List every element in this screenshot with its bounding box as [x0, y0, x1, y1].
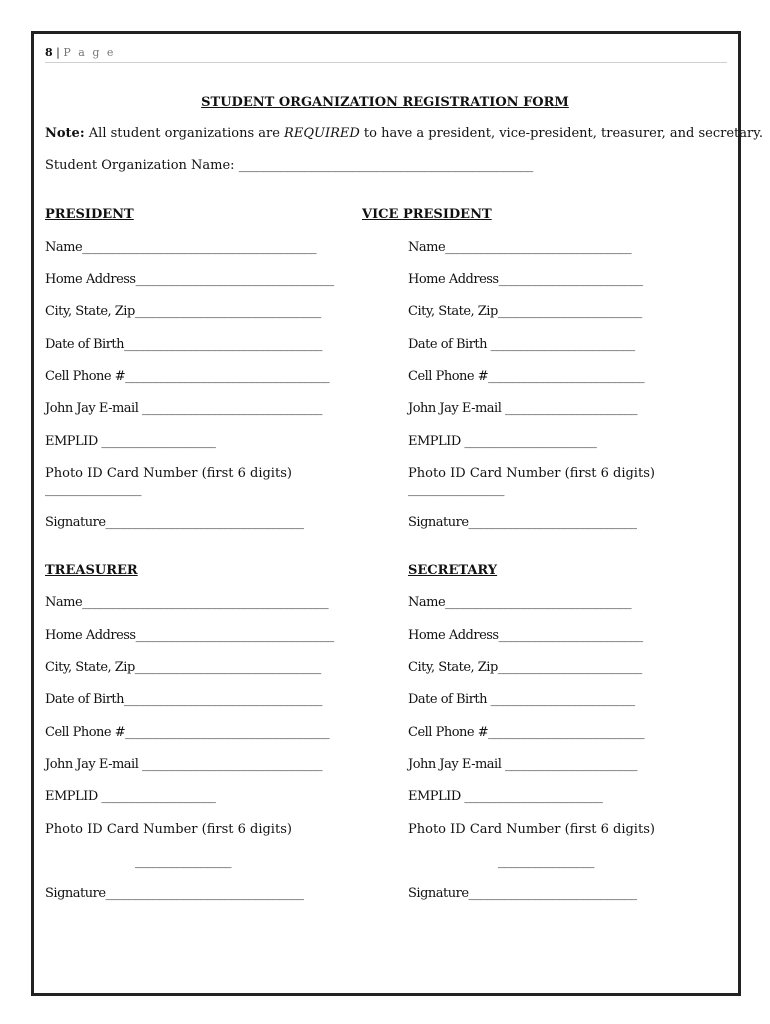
vp-photo-id-blank[interactable]: ________________ — [408, 482, 504, 497]
secretary-home-address-field[interactable]: Home Address________________________ — [408, 628, 643, 643]
page-number: 8 — [45, 46, 53, 59]
secretary-photo-id-blank[interactable]: ________________ — [498, 854, 594, 869]
vp-name-field[interactable]: Name_______________________________ — [408, 240, 632, 255]
org-name-field[interactable] — [45, 158, 533, 173]
treasurer-cell-field[interactable]: Cell Phone #__________________________________ — [45, 725, 330, 740]
page-header — [45, 46, 727, 63]
secretary-cell-field[interactable]: Cell Phone #__________________________ — [408, 725, 645, 740]
vp-cell-field[interactable]: Cell Phone #__________________________ — [408, 369, 645, 384]
president-heading: PRESIDENT — [45, 207, 134, 222]
president-signature-field[interactable]: Signature_________________________________ — [45, 515, 304, 530]
note-emphasis: REQUIRED — [284, 126, 360, 141]
vp-email-field[interactable]: John Jay E-mail ______________________ — [408, 401, 638, 416]
treasurer-name-field[interactable]: Name_________________________________________ — [45, 595, 329, 610]
secretary-email-field[interactable]: John Jay E-mail ______________________ — [408, 757, 638, 772]
treasurer-photo-id-label: Photo ID Card Number (first 6 digits) — [45, 822, 292, 837]
treasurer-heading: TREASURER — [45, 563, 138, 578]
president-home-address-field[interactable]: Home Address_________________________________ — [45, 272, 334, 287]
secretary-name-field[interactable]: Name_______________________________ — [408, 595, 632, 610]
secretary-city-field[interactable]: City, State, Zip________________________ — [408, 660, 642, 675]
page-separator: | — [56, 46, 60, 59]
vp-photo-id-label: Photo ID Card Number (first 6 digits) — [408, 466, 655, 481]
secretary-dob-field[interactable]: Date of Birth ________________________ — [408, 692, 635, 707]
treasurer-home-address-field[interactable]: Home Address_________________________________ — [45, 628, 334, 643]
president-email-field[interactable]: John Jay E-mail ______________________________ — [45, 401, 323, 416]
secretary-heading: SECRETARY — [408, 563, 498, 578]
vp-city-field[interactable]: City, State, Zip________________________ — [408, 304, 642, 319]
secretary-emplid-field[interactable]: EMPLID _______________________ — [408, 789, 603, 804]
vp-emplid-field[interactable]: EMPLID ______________________ — [408, 434, 597, 449]
treasurer-email-field[interactable]: John Jay E-mail ______________________________ — [45, 757, 323, 772]
form-title: STUDENT ORGANIZATION REGISTRATION FORM — [201, 95, 569, 110]
president-photo-id-label: Photo ID Card Number (first 6 digits) — [45, 466, 292, 481]
treasurer-dob-field[interactable]: Date of Birth_________________________________ — [45, 692, 323, 707]
page-label: P a g e — [63, 46, 116, 59]
president-city-field[interactable]: City, State, Zip_______________________________ — [45, 304, 321, 319]
org-name-label: Student Organization Name: — [45, 158, 235, 173]
org-name-blank[interactable]: _________________________________________________ — [238, 158, 533, 173]
secretary-signature-field[interactable]: Signature____________________________ — [408, 886, 637, 901]
president-cell-field[interactable]: Cell Phone #__________________________________ — [45, 369, 330, 384]
page-border — [31, 31, 741, 996]
secretary-photo-id-label: Photo ID Card Number (first 6 digits) — [408, 822, 655, 837]
note-text-before: All student organizations are — [84, 126, 285, 141]
president-name-field[interactable]: Name_______________________________________ — [45, 240, 317, 255]
form-note — [45, 126, 763, 141]
vp-dob-field[interactable]: Date of Birth ________________________ — [408, 337, 635, 352]
vice-president-heading: VICE PRESIDENT — [362, 207, 492, 222]
treasurer-emplid-field[interactable]: EMPLID ___________________ — [45, 789, 216, 804]
treasurer-city-field[interactable]: City, State, Zip_______________________________ — [45, 660, 321, 675]
president-photo-id-blank[interactable]: ________________ — [45, 482, 141, 497]
vp-home-address-field[interactable]: Home Address________________________ — [408, 272, 643, 287]
vp-signature-field[interactable]: Signature____________________________ — [408, 515, 637, 530]
treasurer-signature-field[interactable]: Signature_________________________________ — [45, 886, 304, 901]
president-emplid-field[interactable]: EMPLID ___________________ — [45, 434, 216, 449]
president-dob-field[interactable]: Date of Birth_________________________________ — [45, 337, 323, 352]
note-label: Note: — [45, 126, 85, 141]
treasurer-photo-id-blank[interactable]: ________________ — [135, 854, 231, 869]
note-text-after: to have a president, vice-president, treasurer, and secretary. — [359, 126, 763, 141]
